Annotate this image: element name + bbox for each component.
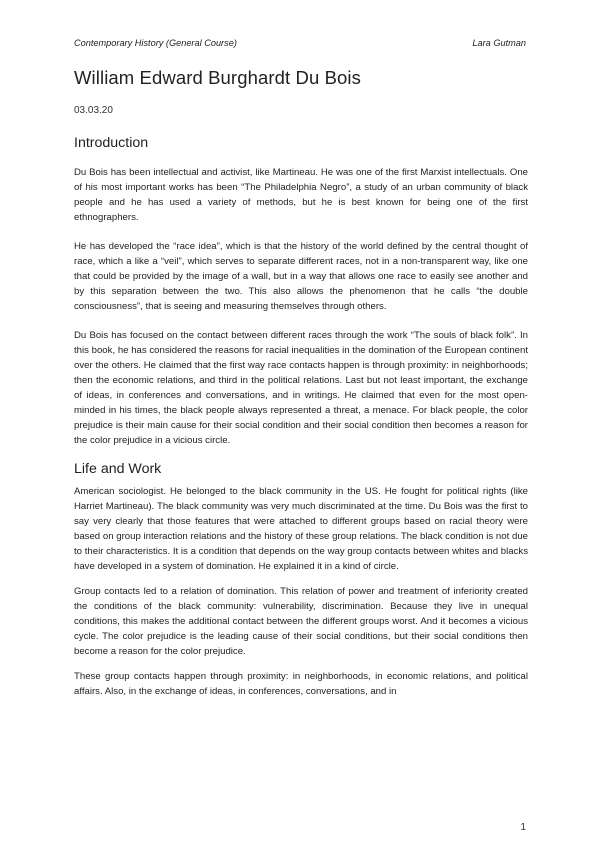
document-body: [74, 66, 528, 699]
paragraph: Group contacts led to a relation of domination. This relation of power and treatment of inferiority created the conditions of the black community: vulnerability, discrimination. Because they live in unequal conditions, this makes the additional contact between the different groups worst. And it becomes a vicious cycle. The color prejudice is the leading cause of their social conditions, but their social conditions then become a reason for the color prejudice.: [74, 586, 528, 657]
course-name: Contemporary History (General Course): [74, 38, 237, 48]
running-header: [74, 38, 526, 52]
paragraph: Du Bois has focused on the contact between different races through the work “The souls of black folk”. In this book, he has considered the reasons for racial inequalities in the domination of the European continent over the others. He claimed that the first way race contacts happen is through proximity: in neighborhoods; then the economic relations, and third in the political relations. Last but not least important, the exchange of ideas, in conferences and conversations, and in writings. He claimed that even for the most open-minded in his times, the black people always represented a threat, a menace. For black people, the color prejudice is their main cause for their social condition and their social condition then becomes a reason for the color prejudice in a vicious circle.: [74, 330, 528, 446]
document-date: 03.03.20: [74, 105, 113, 116]
section-heading-introduction: Introduction: [74, 135, 149, 151]
paragraph: He has developed the “race idea”, which is that the history of the world defined by the central thought of race, which a like a “veil”, which serves to separate different races, not in a non-transparent way, like one that could be provided by the image of a wall, but in a way that allows one race to easily see another and by this separation between the two. This also allows the phenomenon that he calls “the double consciousness”, that is seeing and measuring themselves through others.: [74, 241, 528, 312]
paragraph: Du Bois has been intellectual and activist, like Martineau. He was one of the first Marxist intellectuals. One of his most important works has been “The Philadelphia Negro”, a study of an urban community of black people and he has used a variety of methods, but he is best known for being one of the first ethnographers.: [74, 167, 528, 223]
page-number: 1: [520, 822, 526, 833]
paragraph: American sociologist. He belonged to the black community in the US. He fought for political rights (like Harriet Martineau). The black community was very much discriminated at the time. Du Bois was the first to say very clearly that those features that were attached to different groups based on racial theory were based on group interaction relations and the history of these group relations. The black condition is not due to their characteristics. It is a condition that depends on the way group contacts between whites and blacks have developed in a system of domination. He explained it in a kind of circle.: [74, 486, 528, 572]
author-name: Lara Gutman: [472, 38, 526, 48]
paragraph: These group contacts happen through proximity: in neighborhoods, in economic relations, and political affairs. Also, in the exchange of ideas, in conferences, conversations, and in: [74, 671, 528, 697]
document-title: William Edward Burghardt Du Bois: [74, 67, 361, 88]
section-heading-life-and-work: Life and Work: [74, 461, 162, 477]
